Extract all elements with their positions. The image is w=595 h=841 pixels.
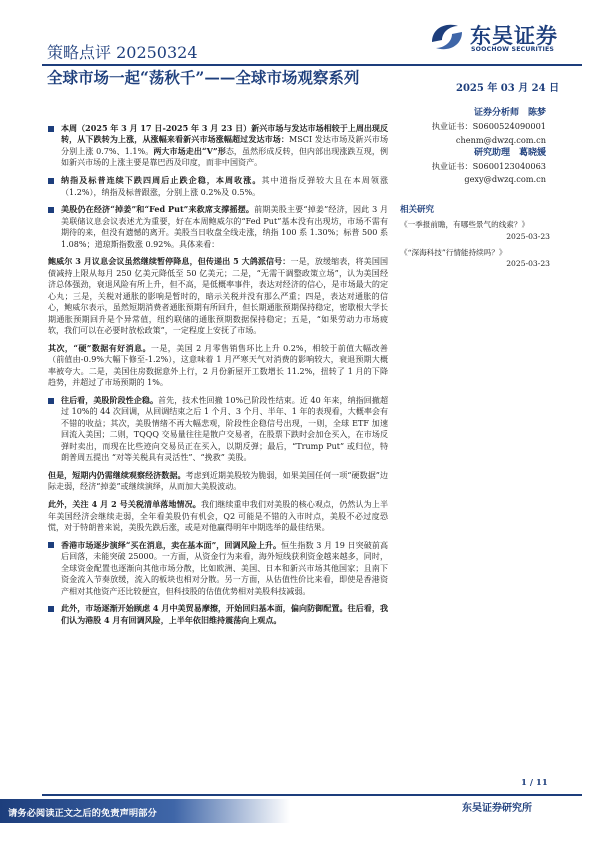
related-item-date: 2025-03-23	[506, 231, 550, 241]
logo-text-cn: 东吴证券	[470, 24, 558, 48]
bullet-square-icon	[48, 126, 54, 132]
company-logo	[428, 18, 588, 58]
analyst-cert: 执业证书：S0600524090001	[431, 121, 546, 132]
logo-mark-icon	[428, 18, 466, 56]
bullet-paragraph: 往后看，美股阶段性企稳。首先，技术性回撤 10%已阶段性结束。近 40 年来，纳指回撤超过 10%的 44 次回调，从回调结束之后 1 个月、3 个月、半年、1 年的表现看，大概率会有不错的收益；其次，美股情绪不再大幅悲观，阶段性企稳信号出现，一则，全球 ETF 加速回流入美国；二则，TQQQ 交易量往往是散户交易者，在股票下跌时会加仓买入，在市场反弹时卖出，而现在比些迹向交易员正在买入，以期反弹；最后，“Trump Put” 或归位，特朗普周五提出 “对等关税具有灵活性”、“挽救” 美股。	[48, 395, 388, 464]
bullet-square-icon	[48, 542, 54, 548]
disclaimer-banner	[0, 799, 290, 823]
footer-org-name: 东吴证券研究所	[462, 803, 532, 814]
bullet-paragraph: 纳指及标普连续下跌四周后止跌企稳，本周收涨。其中道指反弹较大且在本周领涨（1.2%），纳指及标普跟涨，分别上涨 0.2%及 0.5%。	[48, 175, 388, 198]
bullet-paragraph: 此外，市场逐渐开始顾虑 4 月中美贸易摩擦，开始回归基本面，偏向防御配置。往后看，我们认为港股 4 月有回调风险，上半年依旧维持震荡向上观点。	[48, 603, 388, 626]
report-date: 2025 年 03 月 24 日	[456, 83, 560, 94]
assistant-cert: 执业证书：S0600123040063	[431, 161, 546, 172]
bullet-paragraph: 本周（2025 年 3 月 17 日-2025 年 3 月 23 日）新兴市场与发达市场相较于上周出现反转，从下跌转为上涨，从涨幅来看新兴市场涨幅超过发达市场：MSCI 发达市场及新兴市场分别上涨 0.7%、1.1%。两大市场走出“V”形态，虽然形成反转，但内部出现涨跌互现，例如新兴市场的上涨主要是靠巴西及印度，而非中国资产。	[48, 123, 388, 169]
logo-text-en: SOOCHOW SECURITIES	[471, 46, 555, 53]
analyst-info	[400, 107, 546, 187]
related-research	[400, 203, 550, 274]
related-item-title[interactable]: 《“深海科技”行情能持续吗？》	[400, 247, 507, 257]
body-paragraph: 鲍威尔 3 月议息会议虽然继续暂停降息，但传递出 5 大鸽派信号：一是，放缓缩表，将美国国债减持上限从每月 250 亿美元降低至 50 亿美元；二是，“无需干调整政策立场”，认为美国经济总体强劲，衰退风险有所上升，但不高，是低概率事件，表达对经济的信心，是市场最大的定心丸；三是，关税对通胀的影响是暂时的，暗示关税并没有那么严重；四是，表达对通胀的信心，鲍威尔表示，虽然短期消费者通胀预期有所回升，但长期通胀预期保持稳定，密歇根大学长期通胀预期回升是个异常值，纽约联储的通胀预期数据保持稳定；五是，“如果劳动力市场疲软，我们可以在必要时放松政策”，一定程度上安抚了市场。	[48, 256, 389, 336]
analyst-name: 证券分析师 陈梦	[473, 108, 546, 118]
report-title: 全球市场一起“荡秋千”——全球市场观察系列	[47, 68, 360, 87]
header-divider	[42, 64, 582, 66]
report-type-label: 策略点评 20250324	[47, 43, 198, 62]
related-item-date: 2025-03-23	[506, 259, 550, 268]
assistant-email: gexy@dwzq.com.cn	[464, 174, 546, 185]
analyst-email: chenm@dwzq.com.cn	[455, 134, 546, 145]
assistant-name: 研究助理 葛晓媛	[473, 147, 546, 158]
bullet-square-icon	[48, 398, 54, 404]
page-number: 1 / 11	[521, 778, 548, 788]
bullet-square-icon	[48, 606, 54, 612]
bullet-paragraph: 香港市场逐步演绎“买在消息，卖在基本面”，回调风险上升。恒生指数 3 月 19 日突破前高后回落，未能突破 25000。一方面，从资金行为来看，海外短线获利资金越来越多，同时，全球资金配置也逐渐向其他市场分散，比如欧洲、美国、日本和新兴市场其他国家；且南下资金流入节奏放缓，流入的板块也相对分散。另一方面，从估值性价比来看，即使是香港资产相对其他资产还比较便宜，但科技股的估值优势相对美股科技减弱。	[48, 540, 388, 597]
body-paragraph: 其次，“硬”数据有好消息。一是，美国 2 月零售销售环比上升 0.2%，相较于前值大幅改善（前值由-0.9%大幅下修至-1.2%），这意味着 1 月严寒天气对消费的影响较大，衰退预期大概率被夸大。二是，美国住房数据意外上行，2 月份新屋开工数增长 11.2%，扭转了 1 月的下降趋势，并超过了市场预期的 1%。	[48, 342, 388, 388]
bullet-paragraph: 美股仍在经济“掉姜”和“Fed Put”来救席支撑摇摆。前期美股主要“掉姜”经济，因此 3 月美联储议息会议表述尤为重要，好在本周鲍威尔的“Fed Put”基本没有出现坊，市场不需有期待的来，但没有遗憾的离开。美股当日收盘全线走涨，纳指 100 系 1.30%；标普 500 系 1.08%；道琼斯指数涨 0.92%。具体来看：	[48, 204, 388, 250]
related-item-title[interactable]: 《一季报前瞻，有哪些景气的线索？》	[400, 220, 530, 229]
report-body	[48, 123, 388, 633]
bullet-square-icon	[48, 178, 54, 184]
body-paragraph: 此外，关注 4 月 2 号关税清单落地情况。我们继续重申我们对美股的核心观点，仍然认为上半年美国经济会继续走弱，全年看美股仍有机会，Q2 可能是不错的入市时点，美股不必过度恐慌，对于特朗普来说，美股先跌后涨，或是对他赢得明年中期选举的最佳结果。	[48, 499, 389, 533]
related-research-title: 相关研究	[400, 205, 435, 215]
body-paragraph: 但是，短期内仍需继续观察经济数据。考虑到近期美股较为脆弱，如果美国任何一项“硬数据”边际走弱，经济“掉姜”或继续演绎，从而加大美股波动。	[48, 470, 388, 492]
bullet-square-icon	[48, 207, 54, 213]
footer-divider	[42, 794, 582, 796]
disclaimer-text: 请务必阅读正文之后的免责声明部分	[8, 808, 157, 819]
